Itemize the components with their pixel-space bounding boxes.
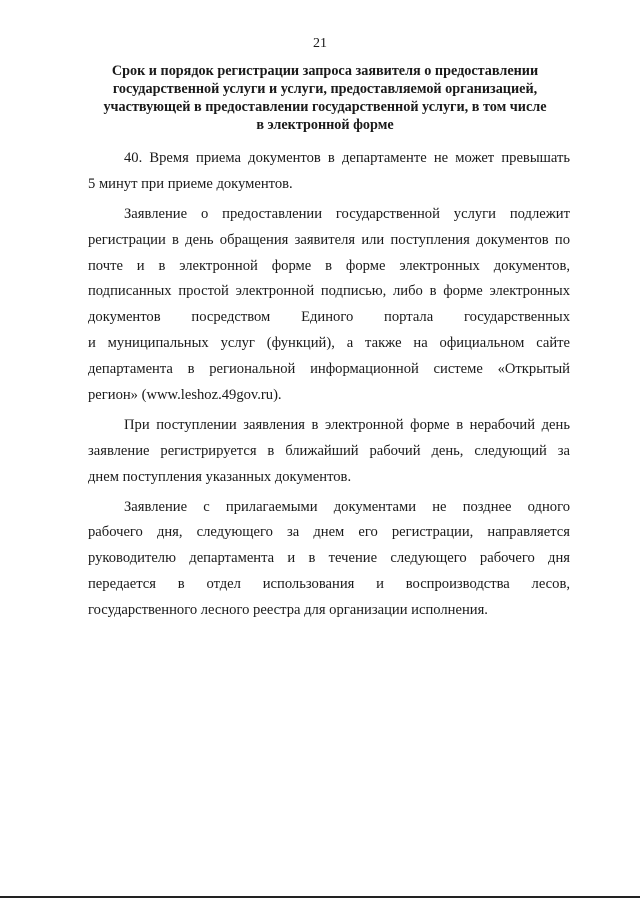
page-number: 21 xyxy=(313,36,327,51)
text-line: 5 минут при приеме документов. xyxy=(88,175,293,192)
text-line: рабочего дня, следующего за днем его регистрации, направляется xyxy=(88,524,570,541)
page-bottom-rule xyxy=(0,896,640,898)
text-line: При поступлении заявления в электронной форме в нерабочий день xyxy=(124,416,570,433)
text-line: передается в отдел использования и воспроизводства лесов, xyxy=(88,576,570,593)
text-line: заявление регистрируется в ближайший рабочий день, следующий за xyxy=(88,442,570,459)
text-line: подписанных простой электронной подписью, либо в форме электронных xyxy=(88,283,570,300)
paragraph-registration xyxy=(88,202,570,409)
section-heading xyxy=(80,62,570,134)
text-line: 40. Время приема документов в департаменте не может превышать xyxy=(124,150,570,166)
text-line: государственного лесного реестра для организации исполнения. xyxy=(88,602,488,619)
text-line: документов посредством Единого портала государственных xyxy=(88,309,570,326)
heading-line: государственной услуги и услуги, предоставляемой организацией, xyxy=(112,81,538,97)
heading-line: в электронной форме xyxy=(256,117,394,133)
paragraph-40 xyxy=(88,146,570,198)
text-line: Заявление о предоставлении государственной услуги подлежит xyxy=(124,205,570,222)
text-line: днем поступления указанных документов. xyxy=(88,468,352,485)
heading-line: Срок и порядок регистрации запроса заявителя о предоставлении xyxy=(111,63,539,79)
text-line: Заявление с прилагаемыми документами не позднее одного xyxy=(124,498,570,515)
paragraph-nonworking-day xyxy=(88,413,570,491)
text-line: регистрации в день обращения заявителя или поступления документов по xyxy=(88,231,570,248)
text-line: департамента в региональной информационной системе «Открытый xyxy=(88,361,570,378)
text-line: регион» (www.leshoz.49gov.ru). xyxy=(88,387,282,404)
heading-line: участвующей в предоставлении государственной услуги, в том числе xyxy=(103,99,547,115)
text-line: и муниципальных услуг (функций), а также на официальном сайте xyxy=(88,335,570,352)
text-line: руководителю департамента и в течение следующего рабочего дня xyxy=(88,550,570,567)
paragraph-forwarding xyxy=(88,495,570,624)
text-line: почте и в электронной форме в форме электронных документов, xyxy=(88,257,570,274)
document-body xyxy=(88,146,570,624)
